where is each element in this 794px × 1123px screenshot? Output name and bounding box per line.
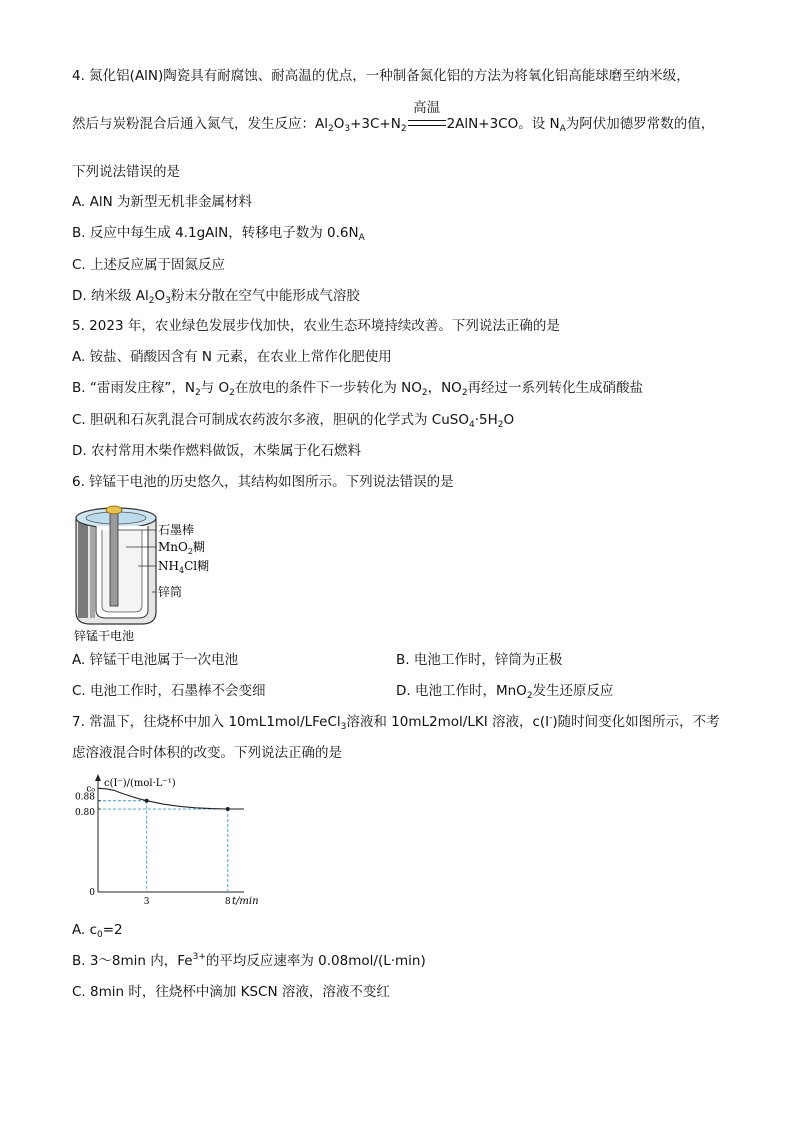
q4-text: +3C+N xyxy=(350,116,401,132)
q6-option-c: C. 电池工作时，石墨棒不会变细 xyxy=(72,683,266,699)
figure-caption: 锌锰干电池 xyxy=(74,629,135,643)
q4-stem-line2 xyxy=(72,100,715,134)
q4-sub: A xyxy=(559,124,566,134)
series-line-0 xyxy=(98,788,244,809)
q4-text: O xyxy=(333,116,345,132)
data-point-1 xyxy=(226,807,230,811)
q7-opt-text: =2 xyxy=(102,922,123,938)
q4-opt-sub: A xyxy=(358,233,365,243)
q7-opt-sub: 0 xyxy=(97,930,103,940)
q5-opt-text: O xyxy=(503,412,515,428)
q7-text: )随时间变化如图所示，不考 xyxy=(552,714,720,730)
q6-option-d xyxy=(396,681,614,701)
q5-opt-sub: 2 xyxy=(497,420,504,430)
q5-stem: 5. 2023 年，农业绿色发展步伐加快，农业生态环境持续改善。下列说法正确的是 xyxy=(72,318,560,334)
q4-opt-text: D. 纳米级 Al xyxy=(72,288,149,304)
q5-opt-sub: 2 xyxy=(421,388,428,398)
label-nh4cl xyxy=(158,558,209,575)
q5-opt-sub: 2 xyxy=(194,388,201,398)
q4-products: 2AlN+3CO xyxy=(446,116,519,132)
q4-opt-text: B. 反应中每生成 4.1gAlN，转移电子数为 0.6N xyxy=(72,225,359,241)
q5-opt-sub: 2 xyxy=(229,388,235,398)
q7-opt-text: A. c xyxy=(72,922,98,938)
q6-option-a: A. 锌锰干电池属于一次电池 xyxy=(72,652,239,668)
zinc-can-shade xyxy=(90,522,95,618)
ytick-label-0: 0 xyxy=(89,888,95,898)
q6-option-b: B. 电池工作时，锌筒为正极 xyxy=(396,652,563,668)
label-graphite: 石墨棒 xyxy=(158,523,195,537)
q7-option-c: C. 8min 时，往烧杯中滴加 KSCN 溶液，溶液不变红 xyxy=(72,984,390,1000)
q4-option-d xyxy=(72,286,360,306)
zinc-can-shade xyxy=(78,522,88,618)
q4-option-a: A. AlN 为新型无机非金属材料 xyxy=(72,194,252,210)
label-nh4cl-b: Cl糊 xyxy=(184,559,210,573)
battery-figure xyxy=(72,500,242,645)
reaction-condition xyxy=(408,100,446,128)
x-axis-label: t/min xyxy=(232,896,259,907)
q7-text: 溶液和 10mL2mol/LKI 溶液，c(I xyxy=(346,714,550,730)
q4-option-c: C. 上述反应属于固氮反应 xyxy=(72,257,226,273)
ytick-label-088: 0.88 xyxy=(74,792,95,803)
q4-stem-line3: 下列说法错误的是 xyxy=(72,164,180,180)
q6-opt-text: D. 电池工作时，MnO xyxy=(396,683,527,699)
label-nh4cl-sub: 4 xyxy=(178,566,185,575)
q4-opt-text: O xyxy=(154,288,166,304)
label-nh4cl-a: NH xyxy=(158,559,179,573)
q5-opt-text: C. 胆矾和石灰乳混合可制成农药波尔多液，胆矾的化学式为 CuSO xyxy=(72,412,469,428)
q5-opt-sub: 2 xyxy=(461,388,468,398)
q4-opt-sub: 3 xyxy=(165,296,171,306)
xtick-label-3: 3 xyxy=(143,897,150,907)
q4-opt-text: 粉末分散在空气中能形成气溶胶 xyxy=(170,288,360,304)
label-mno2 xyxy=(158,539,205,556)
concentration-chart xyxy=(72,772,272,912)
q4-text: 为阿伏加德罗常数的值， xyxy=(565,116,715,132)
q5-option-a: A. 铵盐、硝酸因含有 N 元素，在农业上常作化肥使用 xyxy=(72,349,392,365)
q5-opt-text: ·5H xyxy=(474,412,498,428)
q7-sup: - xyxy=(549,713,553,723)
graphite-rod xyxy=(110,512,118,606)
y-axis-label: c(I⁻)/(mol·L⁻¹) xyxy=(104,778,176,789)
reaction-condition-text: 高温 xyxy=(413,100,441,116)
q6-opt-text: 发生还原反应 xyxy=(532,683,614,699)
xtick-label-8: 8 xyxy=(224,897,231,907)
q4-stem-line1: 4. 氮化铝(AlN)陶瓷具有耐腐蚀、耐高温的优点，一种制备氮化铝的方法为将氧化铝高能球磨至纳米级， xyxy=(72,68,690,84)
q4-text: 然后与炭粉混合后通入氮气，发生反应：Al xyxy=(72,116,328,132)
q5-opt-text: ，NO xyxy=(427,380,462,396)
q5-opt-text: 再经过一系列转化生成硝酸盐 xyxy=(467,380,644,396)
q5-opt-text: B. “雷雨发庄稼”，N xyxy=(72,380,195,396)
label-zinc: 锌筒 xyxy=(158,585,183,599)
q6-stem: 6. 锌锰干电池的历史悠久，其结构如图所示。下列说法错误的是 xyxy=(72,474,454,490)
y-axis-arrow-icon xyxy=(95,774,101,781)
q7-option-b xyxy=(72,951,426,971)
data-point-0 xyxy=(145,799,149,803)
q5-option-d: D. 农村常用木柴作燃料做饭，木柴属于化石燃料 xyxy=(72,443,361,459)
q5-opt-sub: 4 xyxy=(468,420,475,430)
equals-sign-icon xyxy=(408,120,446,126)
label-mno2-sub: 2 xyxy=(187,547,193,556)
q5-opt-text: 在放电的条件下一步转化为 NO xyxy=(234,380,422,396)
q7-sub: 3 xyxy=(340,722,347,732)
rod-cap xyxy=(106,506,122,514)
label-mno2-a: MnO xyxy=(158,540,188,554)
mno2-layer xyxy=(102,530,142,612)
q7-option-a xyxy=(72,920,123,940)
q7-opt-text: B. 3～8min 内，Fe xyxy=(72,953,193,969)
q7-stem-line1 xyxy=(72,712,720,732)
q5-option-c xyxy=(72,410,514,430)
q4-sub: 3 xyxy=(344,124,351,134)
q4-text: 。设 N xyxy=(518,116,560,132)
q7-opt-text: 的平均反应速率为 0.08mol/(L·min) xyxy=(205,953,426,969)
label-mno2-b: 糊 xyxy=(192,540,205,554)
q7-opt-sup: 3+ xyxy=(192,952,206,962)
q5-option-b xyxy=(72,378,643,398)
q4-sub: 2 xyxy=(400,124,407,134)
q6-opt-sub: 2 xyxy=(526,691,533,701)
q4-opt-sub: 2 xyxy=(148,296,155,306)
q4-sub: 2 xyxy=(328,124,334,134)
q7-text: 7. 常温下，往烧杯中加入 10mL1mol/LFeCl xyxy=(72,714,341,730)
ytick-label-c0: c₀ xyxy=(86,784,95,795)
q5-opt-text: 与 O xyxy=(200,380,230,396)
q7-stem-line2: 虑溶液混合时体积的改变。下列说法正确的是 xyxy=(72,745,342,761)
q4-option-b xyxy=(72,223,365,243)
ytick-label-080: 0.80 xyxy=(74,808,95,819)
